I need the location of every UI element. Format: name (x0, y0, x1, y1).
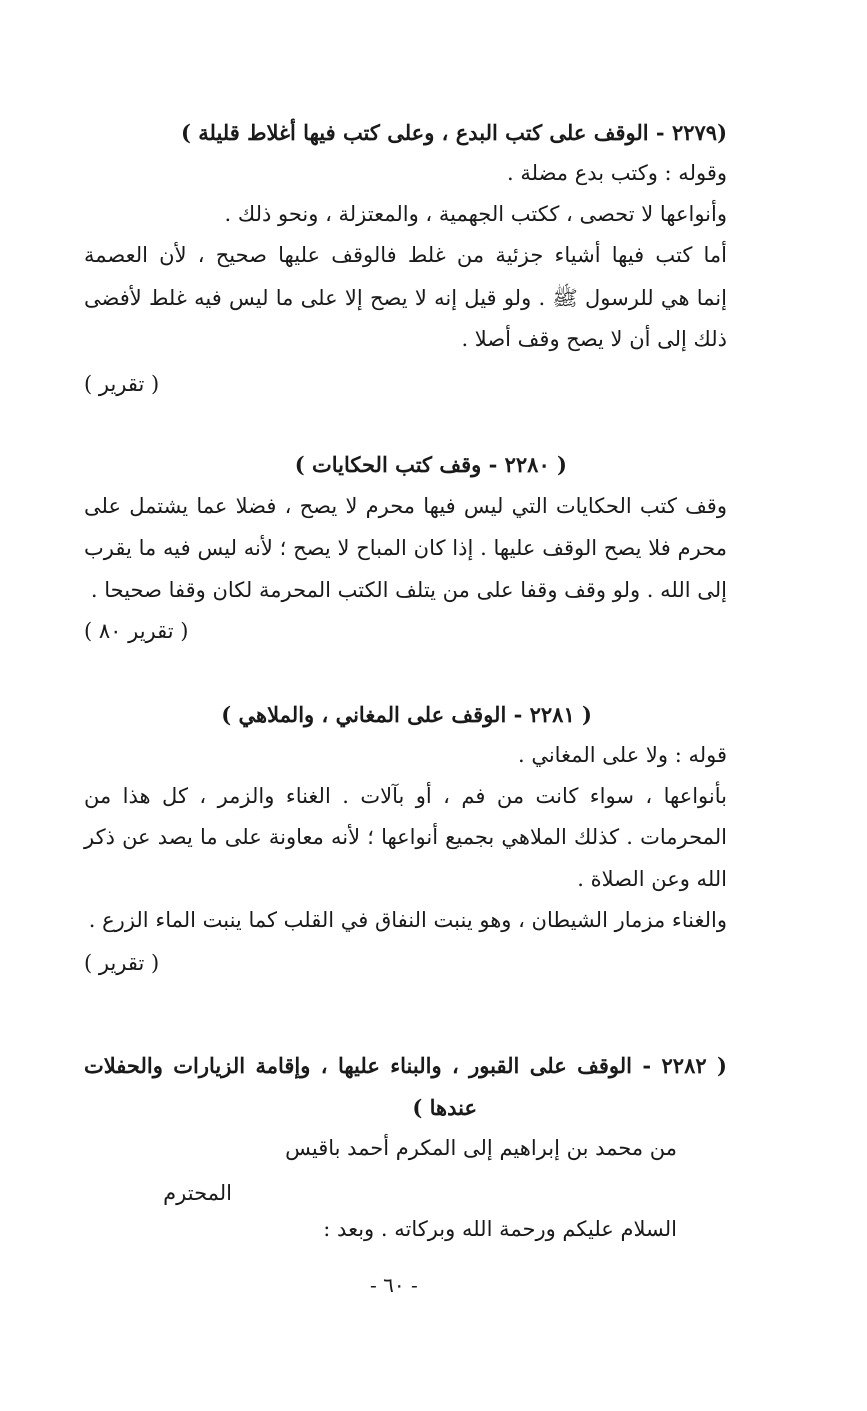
paragraph-line: وقوله : وكتب بدع مضلة . (507, 161, 727, 185)
paragraph-line: ذلك إلى أن لا يصح وقف أصلا . (461, 327, 727, 351)
letter-sender-line: من محمد بن إبراهيم إلى المكرم أحمد باقيس (285, 1136, 677, 1160)
paragraph-line: وقف كتب الحكايات التي ليس فيها محرم لا يصح ، فضلا عما يشتمل على (84, 494, 727, 518)
source-note: ( تقرير ٨٠ ) (84, 619, 189, 643)
section-heading-2282: ( ٢٢٨٢ - الوقف على القبور ، والبناء عليها ، وإقامة الزيارات والحفلات (84, 1053, 727, 1078)
letter-addressee-title: المحترم (163, 1181, 232, 1205)
paragraph-line: إنما هي للرسول ﷺ . ولو قيل إنه لا يصح إلا على ما ليس فيه غلط لأفضى (84, 286, 727, 310)
paragraph-line: بأنواعها ، سواء كانت من فم ، أو بآلات . الغناء والزمر ، كل هذا من (84, 784, 727, 808)
section-heading-2282-cont: عندها ) (412, 1095, 477, 1120)
paragraph-line: أما كتب فيها أشياء جزئية من غلط فالوقف عليها صحيح ، لأن العصمة (84, 243, 727, 267)
section-heading-2279: (٢٢٧٩ - الوقف على كتب البدع ، وعلى كتب فيها أغلاط قليلة ) (181, 120, 727, 145)
paragraph-line: وأنواعها لا تحصى ، ككتب الجهمية ، والمعتزلة ، ونحو ذلك . (224, 202, 727, 226)
paragraph-line: الله وعن الصلاة . (577, 867, 727, 891)
paragraph-line: إلى الله . ولو وقف وقفا على من يتلف الكتب المحرمة لكان وقفا صحيحا . (90, 578, 727, 602)
source-note: ( تقرير ) (84, 372, 160, 396)
paragraph-line: المحرمات . كذلك الملاهي بجميع أنواعها ؛ لأنه معاونة على ما يصد عن ذكر (84, 825, 727, 849)
paragraph-line: قوله : ولا على المغاني . (517, 743, 727, 767)
section-heading-2281: ( ٢٢٨١ - الوقف على المغاني ، والملاهي ) (221, 702, 592, 727)
paragraph-line: والغناء مزمار الشيطان ، وهو ينبت النفاق في القلب كما ينبت الماء الزرع . (88, 908, 727, 932)
letter-greeting: السلام عليكم ورحمة الله وبركاته . وبعد : (323, 1217, 677, 1241)
paragraph-line: محرم فلا يصح الوقف عليها . إذا كان المباح لا يصح ؛ لأنه ليس فيه ما يقرب (84, 536, 727, 560)
source-note: ( تقرير ) (84, 951, 160, 975)
section-heading-2280: ( ٢٢٨٠ - وقف كتب الحكايات ) (294, 452, 567, 477)
page-number: - ٦٠ - (370, 1273, 418, 1297)
